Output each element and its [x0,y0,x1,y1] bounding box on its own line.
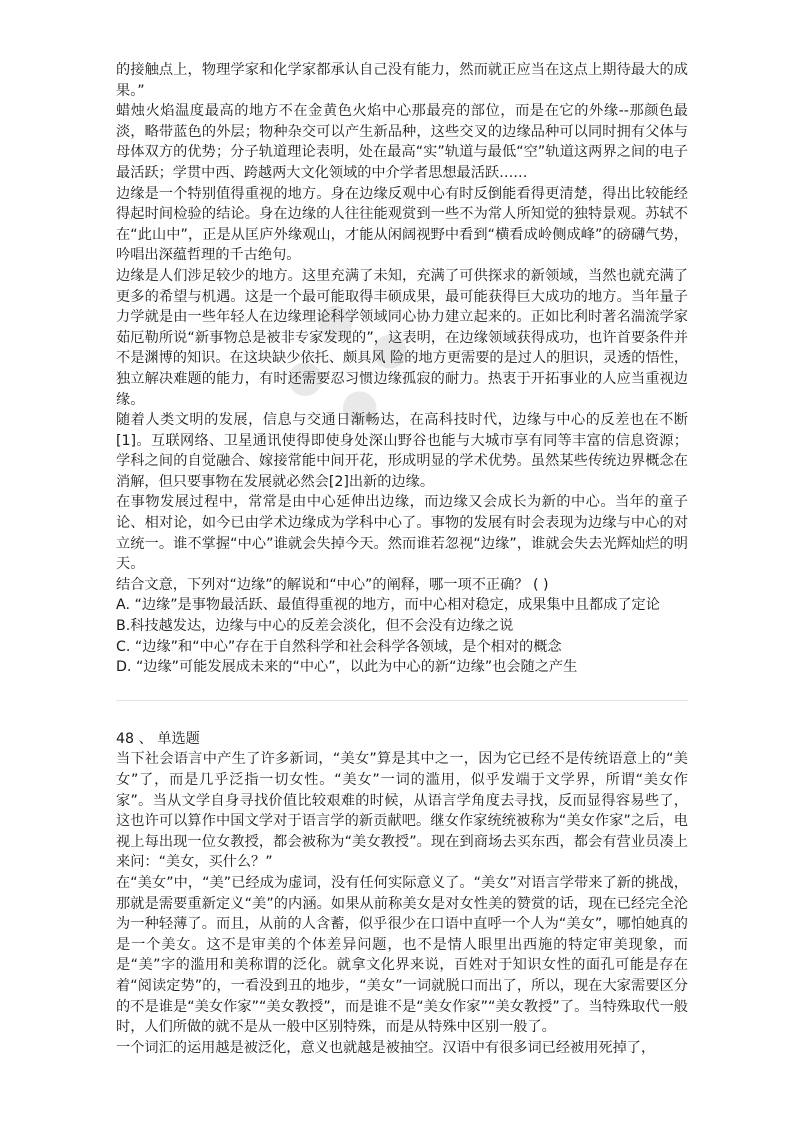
paragraph: 当下社会语言中产生了许多新词，“美女”算是其中之一，因为它已经不是传统语意上的“美女”了，而是几乎泛指一切女性。“美女”一词的滥用，似乎发端于文学界，所谓“美女作家”。当从文学自身寻找价值比较艰难的时候，从语言学角度去寻找，反而显得容易些了，这也许可以算作中国文学对于语言学的新贡献吧。继女作家统统被称为“美女作家”之后，电视上每出现一位女教授，都会被称为“美女教授”。现在到商场去买东西，都会有营业员凑上来问：“美女，买什么？” [116,751,688,871]
paragraph: 蜡烛火焰温度最高的地方不在金黄色火焰中心那最亮的部位，而是在它的外缘--那颜色最淡，略带蓝色的外层；物种杂交可以产生新品种，这些交叉的边缘品种可以同时拥有父体与母体双方的优势；分子轨道理论表明，处在最高“实”轨道与最低“空”轨道这两界之间的电子最活跃；学贯中西、跨越两大文化领域的中介学者思想最活跃…… [116,103,688,181]
document-page [116,60,688,1058]
answer-option-a: A. “边缘”是事物最活跃、最值得重视的地方，而中心相对稳定，成果集中且都成了定论 [116,597,660,614]
section-divider [116,700,688,701]
answer-option-d: D. “边缘”可能发展成未来的“中心”，以此为中心的新“边缘”也会随之产生 [116,659,578,676]
question-stem: 结合文意，下列对“边缘”的解说和“中心”的阐释，哪一项不正确？ ( ) [116,576,549,593]
answer-option-c: C. “边缘”和“中心”存在于自然科学和社会科学各领域，是个相对的概念 [116,638,562,655]
paragraph: 一个词汇的运用越是被泛化，意义也就越是被抽空。汉语中有很多词已经被用死掉了， [116,1039,656,1056]
paragraph: 在“美女”中，“美”已经成为虚词，没有任何实际意义了。“美女”对语言学带来了新的挑战，那就是需要重新定义“美”的内涵。如果从前称美女是对女性美的赞赏的话，现在已经完全沦为一种轻薄了。而且，从前的人含蓄，似乎很少在口语中直呼一个人为“美女”，哪怕她真的是一个美女。这不是审美的个体差异问题，也不是情人眼里出西施的特定审美现象，而是“美”字的滥用和美称谓的泛化。就拿文化界来说，百姓对于知识女性的面孔可能是存在着“阅读定势”的，一看没到丑的地步，“美女”一词就脱口而出了，所以，现在大家需要区分的不是谁是“美女作家”“美女教授”，而是谁不是“美女作家”“美女教授”了。当特殊取代一般时，人们所做的就不是从一般中区别特殊，而是从特殊中区别一般了。 [116,874,688,1036]
question-header: 48 、 单选题 [116,730,200,747]
paragraph: 的接触点上，物理学家和化学家都承认自己没有能力，然而就正应当在这点上期待最大的成果。” [116,62,688,99]
watermark: ● ● ● ● [277,288,424,439]
paragraph: 在事物发展过程中，常常是由中心延伸出边缘，而边缘又会成长为新的中心。当年的童子论、相对论，如今已由学术边缘成为学科中心了。事物的发展有时会表现为边缘与中心的对立统一。谁不掌握“中心”谁就会失掉今天。然而谁若忽视“边缘”，谁就会失去光辉灿烂的明天。 [116,494,688,573]
question-48-section [116,729,688,1059]
paragraph: 边缘是一个特别值得重视的地方。身在边缘反观中心有时反倒能看得更清楚，得出比较能经得起时间检验的结论。身在边缘的人往往能观赏到一些不为常人所知觉的独特景观。苏轼不在“此山中”，正是从匡庐外缘观山，才能从闲阔视野中看到“横看成岭侧成峰”的磅礴气势，吟唱出深蕴哲理的千古绝句。 [116,185,688,264]
paragraph: 随着人类文明的发展，信息与交通日渐畅达，在高科技时代，边缘与中心的反差也在不断[1]。互联网络、卫星通讯使得即使身处深山野谷也能与大城市享有同等丰富的信息资源；学科之间的自觉融合、嫁接常能中间开花，形成明显的学术优势。虽然某些传统边界概念在消解，但只要事物在发展就必然会[2]出新的边缘。 [116,412,688,490]
answer-option-b: B.科技越发达，边缘与中心的反差会淡化，但不会没有边缘之说 [116,618,514,635]
previous-question-section [116,60,688,678]
paragraph: 边缘是人们涉足较少的地方。这里充满了未知，充满了可供探求的新领域，当然也就充满了更多的希望与机遇。这是一个最可能取得丰硕成果，最可能获得巨大成功的地方。当年量子力学就是由一些年轻人在边缘理论科学领域同心协力建立起来的。正如比利时著名湍流学家茹厄勒所说“新事物总是被非专家发现的”，这表明，在边缘领域获得成功，也许首要条件并不是渊博的知识。在这块缺少依托、颇具风 险的地方更需要的是过人的胆识，灵透的悟性，独立解决难题的能力，有时还需要忍习惯边缘孤寂的耐力。热衷于开拓事业的人应当重视边缘。 [116,267,689,408]
